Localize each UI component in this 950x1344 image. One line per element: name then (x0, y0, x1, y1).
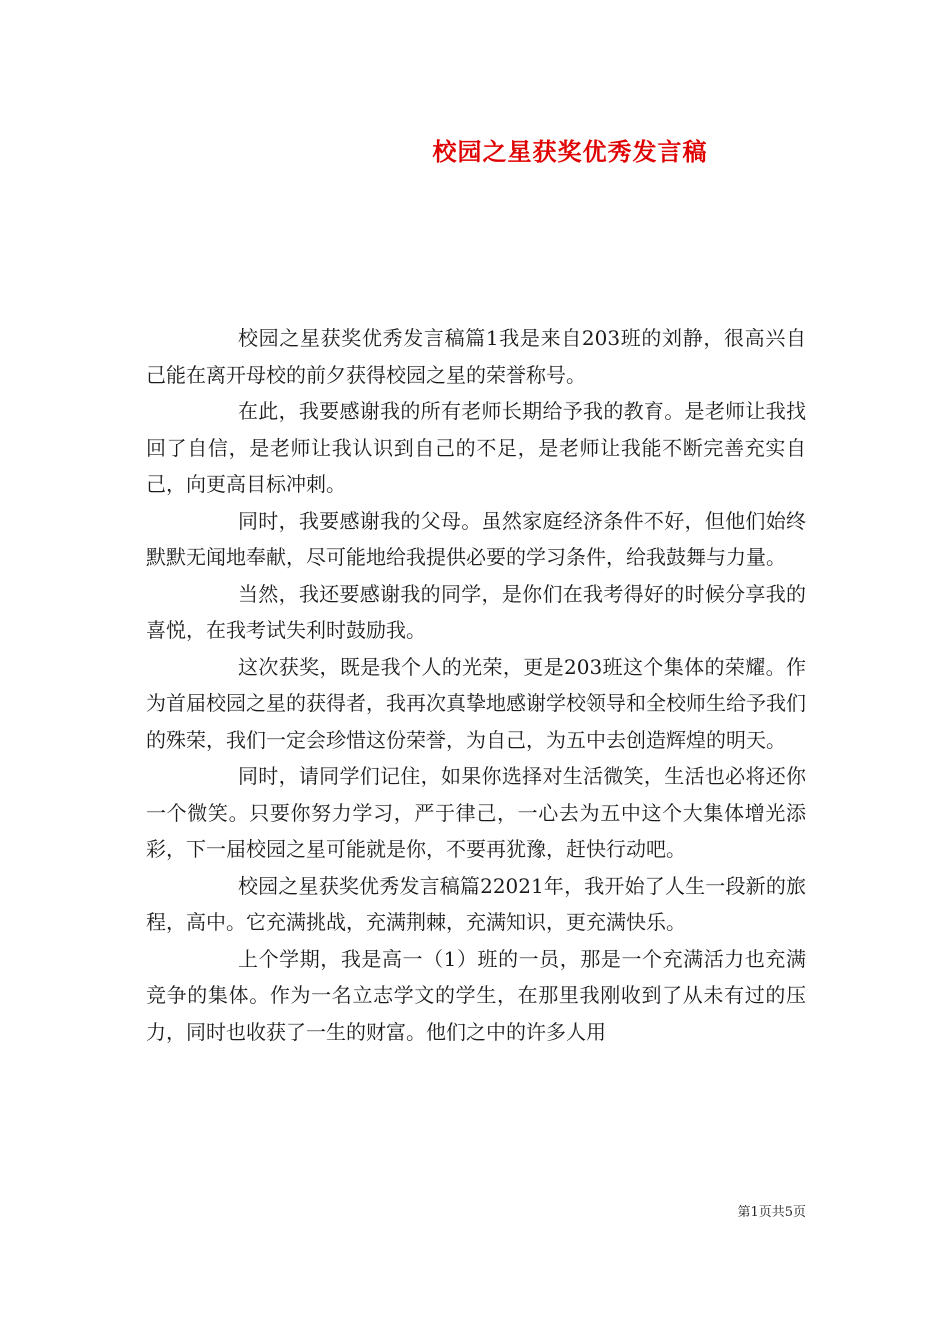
page-number: 第1页共5页 (737, 1205, 806, 1220)
paragraph: 同时，请同学们记住，如果你选择对生活微笑，生活也必将还你一个微笑。只要你努力学习，严于律己，一心去为五中这个大集体增光添彩，下一届校园之星可能就是你，不要再犹豫，赶快行动吧。 (146, 764, 806, 861)
paragraph: 这次获奖，既是我个人的光荣，更是203班这个集体的荣耀。作为首届校园之星的获得者，我再次真挚地感谢学校领导和全校师生给予我们的殊荣，我们一定会珍惜这份荣誉，为自己，为五中去创造辉煌的明天。 (146, 654, 806, 752)
paragraph: 当然，我还要感谢我的同学，是你们在我考得好的时候分享我的喜悦，在我考试失利时鼓励我。 (146, 581, 806, 642)
paragraph: 上个学期，我是高一（1）班的一员，那是一个充满活力也充满竞争的集体。作为一名立志学文的学生，在那里我刚收到了从未有过的压力，同时也收获了一生的财富。他们之中的许多人用 (146, 946, 806, 1044)
document-title: 校园之星获奖优秀发言稿 (432, 137, 708, 166)
paragraph: 校园之星获奖优秀发言稿篇1我是来自203班的刘静，很高兴自己能在离开母校的前夕获得校园之星的荣誉称号。 (146, 326, 806, 387)
document-body (146, 320, 806, 1050)
paragraph: 校园之星获奖优秀发言稿篇22021年，我开始了人生一段新的旅程，高中。它充满挑战，充满荆棘，充满知识，更充满快乐。 (146, 873, 806, 934)
paragraph: 在此，我要感谢我的所有老师长期给予我的教育。是老师让我找回了自信，是老师让我认识到自己的不足，是老师让我能不断完善充实自己，向更高目标冲刺。 (146, 399, 806, 496)
paragraph: 同时，我要感谢我的父母。虽然家庭经济条件不好，但他们始终默默无闻地奉献，尽可能地给我提供必要的学习条件，给我鼓舞与力量。 (146, 508, 806, 569)
